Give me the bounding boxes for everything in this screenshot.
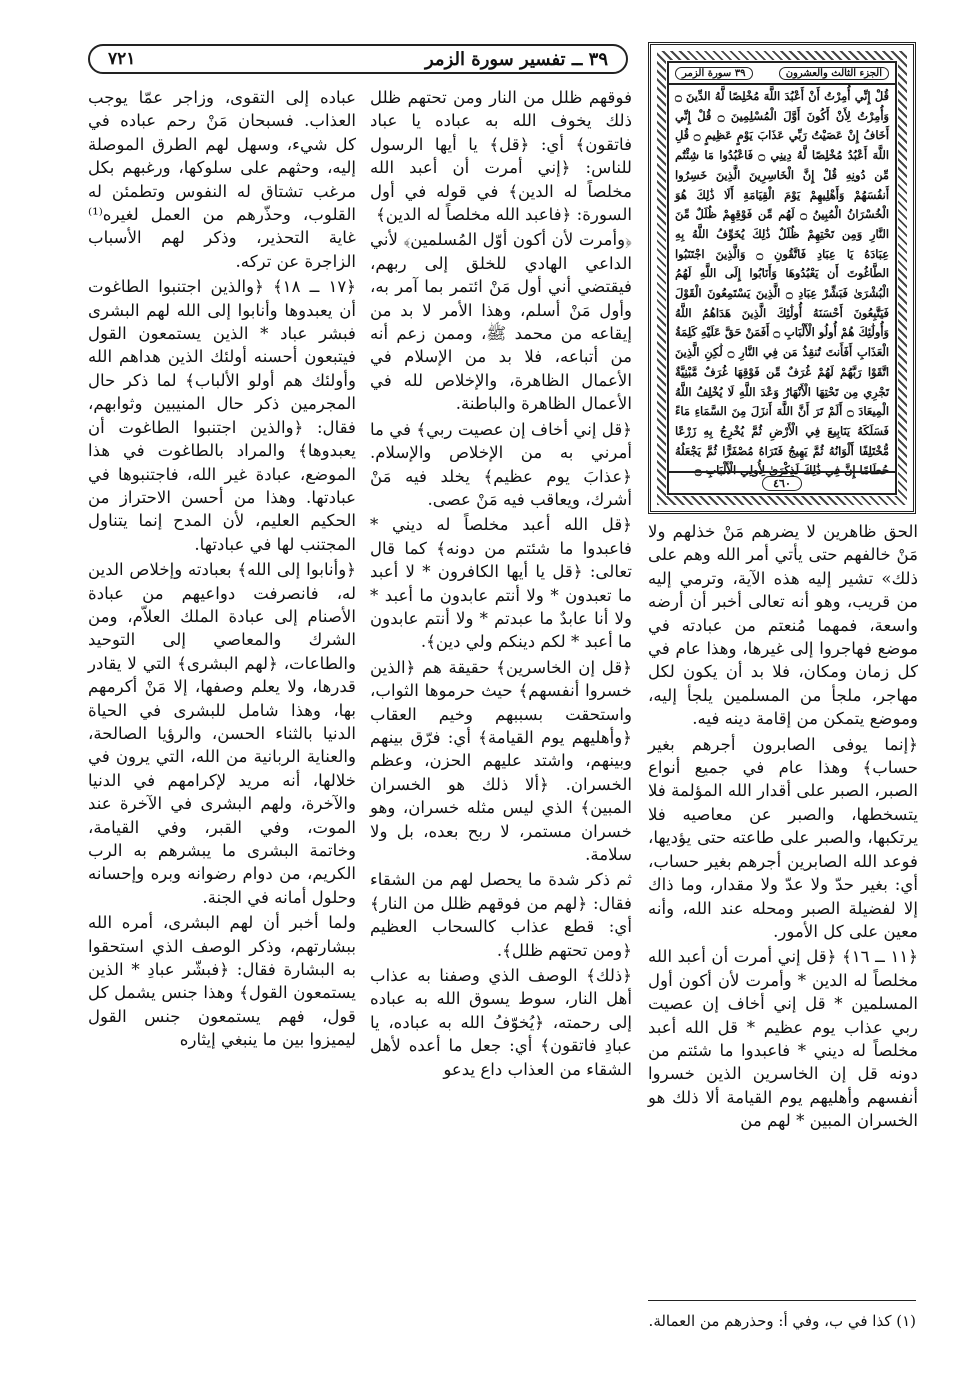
quran-text-frame xyxy=(648,42,916,514)
paragraph: ﴿وأنابوا إلى الله﴾ بعبادته وإخلاص الدين له، فانصرفت دواعيهم من عبادة الأصنام إلى عبادة الملك العلاّم، ومن الشرك والمعاصي إلى التوحيد والطاعات، ﴿لهم البشرى﴾ التي لا يقادر قدرها، ولا يعلم وصفها، إلا مَنْ أكرمهم بها، وهذا شامل للبشرى في الحياة الدنيا بالثناء الحسن، والرؤيا الصالحة، والعناية الربانية من الله، التي يرون في خلالها، أنه مريد لإكرامهم في الدنيا والآخرة، ولهم البشرى في الآخرة عند الموت، وفي القبر، وفي القيامة، وخاتمة البشرى ما يبشرهم به الرب الكريم، من دوام رضوانه وبره وإحسانه وحلول أمانه في الجنة. xyxy=(88,560,356,907)
surah-label: ٣٩ سورة الزمر xyxy=(675,67,753,80)
quran-verses: قُلْ إِنِّي أُمِرْتُ أَنْ أَعْبُدَ اللَّهَ مُخْلِصًا لَّهُ الدِّينَ ۝ وَأُمِرْتُ لِأَنْ أَكُونَ أَوَّلَ الْمُسْلِمِينَ ۝ قُلْ إِنِّي أَخَافُ إِنْ عَصَيْتُ رَبِّي عَذَابَ يَوْمٍ عَظِيمٍ ۝ قُلِ اللَّهَ أَعْبُدُ مُخْلِصًا لَّهُ دِينِي ۝ فَاعْبُدُوا مَا شِئْتُم مِّن دُونِهِ قُلْ إِنَّ الْخَاسِرِينَ الَّذِينَ خَسِرُوا أَنفُسَهُمْ وَأَهْلِيهِمْ يَوْمَ الْقِيَامَةِ أَلَا ذَٰلِكَ هُوَ الْخُسْرَانُ الْمُبِينُ ۝ لَهُم مِّن فَوْقِهِمْ ظُلَلٌ مِّنَ النَّارِ وَمِن تَحْتِهِمْ ظُلَلٌ ذَٰلِكَ يُخَوِّفُ اللَّهُ بِهِ عِبَادَهُ يَا عِبَادِ فَاتَّقُونِ ۝ وَالَّذِينَ اجْتَنَبُوا الطَّاغُوتَ أَن يَعْبُدُوهَا وَأَنَابُوا إِلَى اللَّهِ لَهُمُ الْبُشْرَىٰ فَبَشِّرْ عِبَادِ ۝ الَّذِينَ يَسْتَمِعُونَ الْقَوْلَ فَيَتَّبِعُونَ أَحْسَنَهُ أُولَٰئِكَ الَّذِينَ هَدَاهُمُ اللَّهُ وَأُولَٰئِكَ هُمْ أُولُو الْأَلْبَابِ ۝ أَفَمَنْ حَقَّ عَلَيْهِ كَلِمَةُ الْعَذَابِ أَفَأَنتَ تُنقِذُ مَن فِي النَّارِ ۝ لَٰكِنِ الَّذِينَ اتَّقَوْا رَبَّهُمْ لَهُمْ غُرَفٌ مِّن فَوْقِهَا غُرَفٌ مَّبْنِيَّةٌ تَجْرِي مِن تَحْتِهَا الْأَنْهَارُ وَعْدَ اللَّهِ لَا يُخْلِفُ اللَّهُ الْمِيعَادَ ۝ أَلَمْ تَرَ أَنَّ اللَّهَ أَنزَلَ مِنَ السَّمَاءِ مَاءً فَسَلَكَهُ يَنَابِيعَ فِي الْأَرْضِ ثُمَّ يُخْرِجُ بِهِ زَرْعًا مُّخْتَلِفًا أَلْوَانُهُ ثُمَّ يَهِيجُ فَتَرَاهُ مُصْفَرًّا ثُمَّ يَجْعَلُهُ حُطَامًا إِنَّ فِي ذَٰلِكَ لَذِكْرَىٰ لِأُولِي الْأَلْبَابِ ۝ xyxy=(675,89,890,478)
paragraph: ﴿١٧ ــ ١٨﴾ ﴿والذين اجتنبوا الطاغوت أن يعبدوها وأنابوا إلى الله لهم البشرى فبشر عباد * الذين يستمعون القول فيتبعون أحسنه أولئك الذين هداهم الله وأولئك هم أولو الألباب﴾ لما ذكر حال المجرمين ذكر حال المنيبين وثوابهم، فقال: ﴿والذين اجتنبوا الطاغوت أن يعبدوها﴾ والمراد بالطاغوت في هذا الموضع، عبادة غير الله، فاجتنبوها في عبادتها. وهذا من أحسن الاحتراز من الحكيم العليم، لأن المدح إنما يتناول المجتنب لها في عبادتها. xyxy=(88,277,356,554)
footnote: (١) كذا في ب، وفي أ: وحذرهم من العمالة. xyxy=(648,1312,916,1330)
paragraph: ﴿قل الله أعبد مخلصاً له ديني * فاعبدوا ما شئتم من دونه﴾ كما قال تعالى: ﴿قل يا أيها الكافرون * لا أعبد ما تعبدون * ولا أنتم عابدون ما أعبد * ولا أنا عابدٌ ما عبدتم * ولا أنتم عابدون ما أعبد * لكم دينكم ولي دين﴾. xyxy=(370,515,632,652)
paragraph: ﴿إنما يوفى الصابرون أجرهم بغير حساب﴾ وهذا عام في جميع أنواع الصبر، الصبر على أقدار الله المؤلمة فلا يتسخطها، والصبر عن معاصيه فلا يرتكبها، والصبر على طاعته حتى يؤديها، فوعد الله الصابرين أجرهم بغير حساب، أي: بغير حدّ ولا عدّ ولا مقدار، وما ذاك إلا لفضيلة الصبر ومحله عند الله، وأنه معين على كل الأمور. xyxy=(648,734,918,941)
header-title: ٣٩ ــ تفسير سورة الزمر xyxy=(425,48,608,70)
juz-label: الجزء الثالث والعشرون xyxy=(779,67,889,80)
paragraph: ثم ذكر شدة ما يحصل لهم من الشقاء فقال: ﴿لهم من فوقهم ظلل من النار﴾ أي: قطع عذاب كالسحاب العظيم ﴿ومن تحتهم ظلل﴾. xyxy=(370,870,632,960)
paragraph: ﴿١١ ــ ١٦﴾ ﴿قل إني أمرت أن أعبد الله مخلصاً له الدين * وأمرت لأن أكون أول المسلمين * قل إني أخاف إن عصيت ربي عذاب يوم عظيم * قل الله أعبد مخلصاً له ديني * فاعبدوا ما شئتم من دونه قل إن الخاسرين الذين خسروا أنفسهم وأهليهم يوم القيامة ألا ذلك هو الخسران المبين * لهم من xyxy=(648,947,918,1131)
paragraph: ﴿ذلك﴾ الوصف الذي وصفنا به عذاب أهل النار، سوط يسوق الله به عباده إلى رحمته، ﴿يُخوّفُ الله به عباده، يا عبادِ فاتقون﴾ أي: جعل ما أعده لأهل الشقاء من العذاب داع يدعو xyxy=(370,966,632,1079)
paragraph: ﴿قل إن الخاسرين﴾ حقيقة هم ﴿الذين خسروا أنفسهم﴾ حيث حرموها الثواب، واستحقت بسببهم وخيم العقاب ﴿وأهليهم يوم القيامة﴾ أي: فرّق بينهم وبينهم، واشتد عليهم الحزن، وعظم الخسران. ﴿ألا ذلك هو الخسران المبين﴾ الذي ليس مثله خسران، وهو خسران مستمر، لا ربح بعده، بل ولا سلامة. xyxy=(370,657,632,864)
column-right xyxy=(648,520,918,1260)
paragraph: عباده إلى التقوى، وزاجر عمّا يوجب العذاب. فسبحان مَنْ رحم عباده في كل شيء، وسهل لهم الطرق الموصلة إليه، وحثهم على سلوكها، ورغبهم بكل مرغب تشتاق له النفوس وتطمئن له القلوب، وحذّرهم من العمل لغيره⁽¹⁾ غاية التحذير، وذكر لهم الأسباب الزاجرة عن تركه. xyxy=(88,88,356,271)
mushaf-page-number: ٤٦٠ xyxy=(762,476,802,491)
paragraph: ﴿وأمرت لأن أكون أوّل المُسلمين﴾ لأني الداعي الهادي للخلق إلى ربهم، فيقتضي أني أول مَنْ ائتمر بما آمر به، وأول مَنْ أسلم، وهذا الأمر لا بد من إيقاعه من محمد ﷺ، وممن زعم أنه من أتباعه، فلا بد من الإسلام في الأعمال الظاهرة، والإخلاص لله في الأعمال الظاهرة والباطنة. xyxy=(370,230,632,414)
running-header xyxy=(88,44,628,74)
quran-frame-inner xyxy=(667,61,897,495)
paragraph: الحق ظاهرين لا يضرهم مَنْ خذلهم ولا مَنْ خالفهم حتى يأتي أمر الله وهم على ذلك» تشير إليه هذه الآية، وترمي إليه من قريب، وهو أنه تعالى أخبر أن أرضه واسعة، فمهما مُنعتم من عبادته في موضع فهاجروا إلى غيرها، وهذا عام في كل زمان ومكان، فلا بد أن يكون لكل مهاجر، ملجأ من المسلمين يلجأ إليه، وموضع يتمكن من إقامة دينه فيه. xyxy=(648,522,918,729)
paragraph: ولما أخبر أن لهم البشرى، أمره الله ببشارتهم، وذكر الوصف الذي استحقوا به البشارة فقال: ﴿فبشّر عبادِ * الذين يستمعون القول﴾ وهذا جنس يشمل كل قول، فهم يستمعون جنس القول ليميزوا بين ما ينبغي إيثاره xyxy=(88,913,356,1050)
quran-frame-footer xyxy=(669,471,895,493)
column-middle xyxy=(370,86,632,1260)
column-left xyxy=(88,86,356,1260)
page-number: ٧٢١ xyxy=(108,49,136,69)
paragraph: فوقهم ظلل من النار ومن تحتهم ظلل ذلك يخوف الله به عباده يا عباد فاتقون﴾ أي: ﴿قل﴾ يا أيها الرسول للناس: ﴿إني أمرت أن أعبد الله مخلصاً له الدين﴾ في قوله في أول السورة: ﴿فاعبد الله مخلصاً له الدين﴾ xyxy=(370,88,632,225)
footnote-divider xyxy=(648,1300,916,1301)
paragraph: ﴿قل إني أخاف إن عصيت ربي﴾ في ما أمرني به من الإخلاص والإسلام. ﴿عذابَ يوم عظيم﴾ يخلد فيه مَنْ أشرك، ويعاقب فيه مَنْ عصى. xyxy=(370,419,632,509)
quran-frame-header xyxy=(669,63,895,85)
